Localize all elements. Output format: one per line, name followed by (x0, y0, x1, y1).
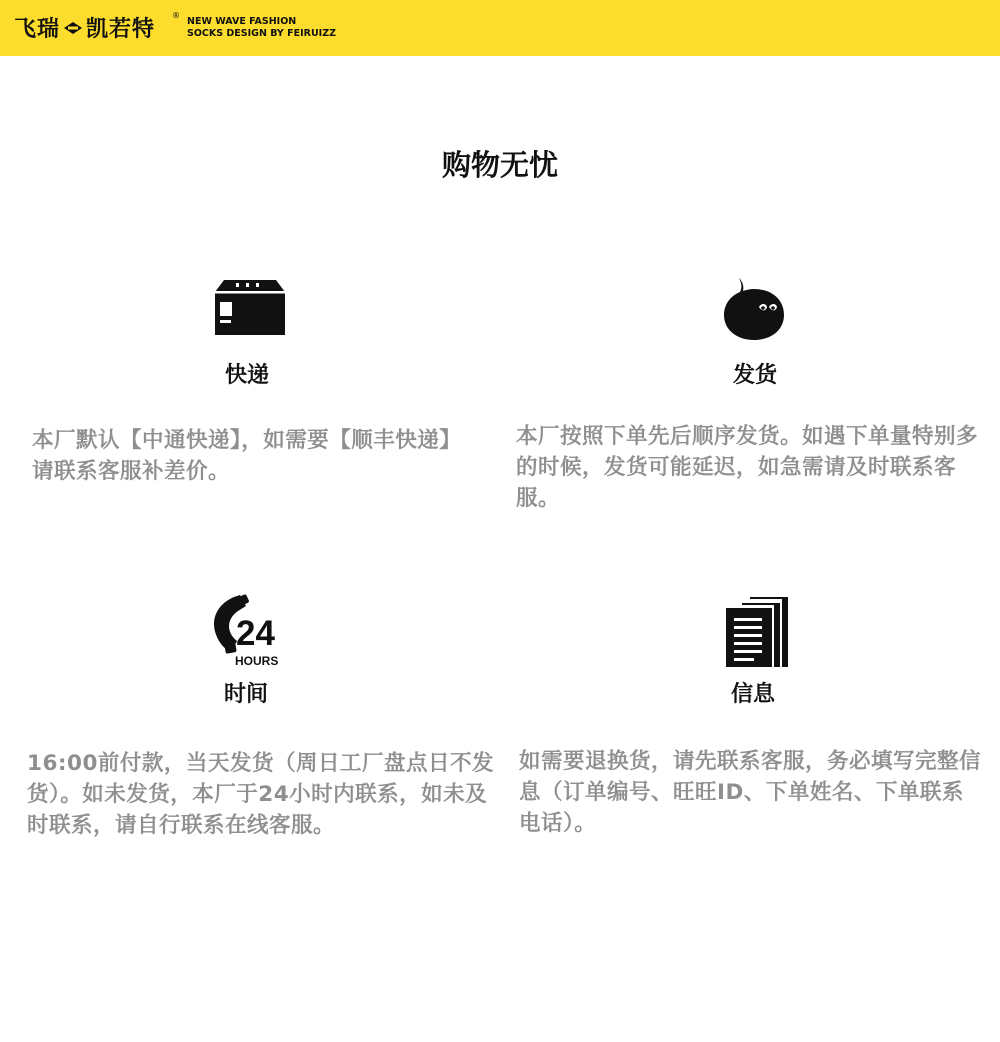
section-heading-shipping: 发货 (732, 363, 777, 388)
hours-number-label: 24 (236, 614, 275, 653)
registered-mark: ® (172, 11, 180, 20)
package-box-icon (214, 278, 286, 336)
section-heading-express: 快递 (224, 363, 269, 388)
tagline-line-1: NEW WAVE FASHION (187, 16, 297, 27)
section-text-time: 16:00前付款，当天发货（周日工厂盘点日不发货）。如未发货，本厂于24小时内联系，如未及时联系，请自行联系在线客服。 (27, 751, 494, 838)
section-heading-time: 时间 (223, 682, 268, 707)
tagline-line-2: SOCKS DESIGN BY FEIRUIZZ (187, 28, 336, 39)
header-bar (0, 0, 1000, 56)
section-text-shipping: 本厂按照下单先后顺序发货。如遇下单量特别多的时候，发货可能延迟，如急需请及时联系客服。 (516, 424, 979, 511)
brand-logo[interactable] (14, 12, 155, 43)
brand-name-part2: 凯若特 (86, 17, 156, 42)
wangwang-mascot-icon (722, 276, 786, 342)
brand-name-part1: 飞瑞 (14, 17, 61, 42)
hours-text-label: HOURS (235, 654, 279, 668)
section-heading-info: 信息 (730, 682, 775, 707)
brand-tagline (187, 16, 336, 40)
document-stack-icon (724, 596, 790, 668)
brand-badge-icon (63, 21, 83, 35)
section-text-info: 如需要退换货，请先联系客服，务必填写完整信息（订单编号、旺旺ID、下单姓名、下单联系电话）。 (519, 749, 982, 836)
page-title: 购物无忧 (441, 148, 558, 182)
phone-24-hours-icon (206, 594, 292, 668)
section-text-express: 本厂默认【中通快递】，如需要【顺丰快递】请联系客服补差价。 (32, 428, 462, 484)
